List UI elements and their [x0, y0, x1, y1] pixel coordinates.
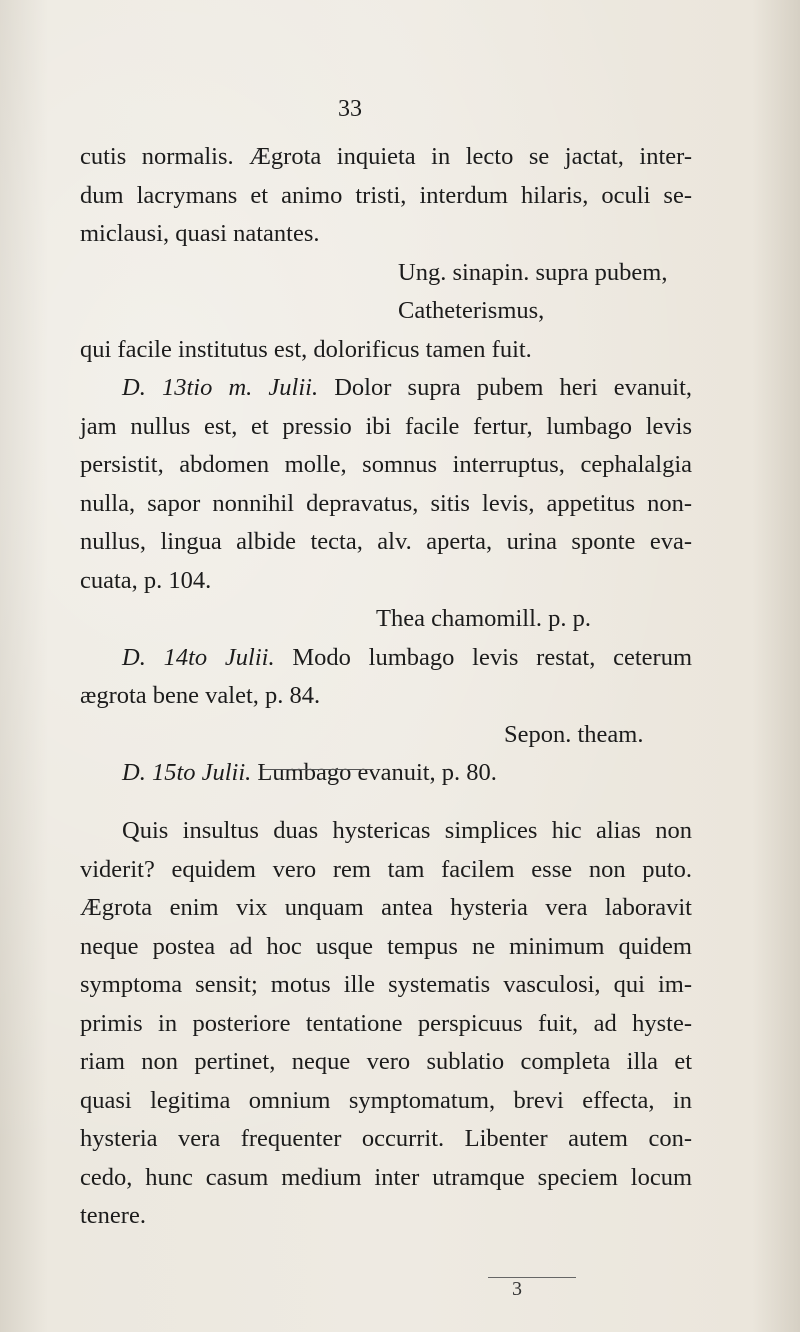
dated-entry: [80, 754, 692, 793]
text-line: nullus, lingua albide tecta, alv. aperta, urina sponte eva-: [80, 528, 692, 555]
text-line: viderit? equidem vero rem tam facilem esse non puto.: [80, 855, 692, 883]
text-line: ægrota bene valet, p. 84.: [80, 682, 321, 709]
entry-text: Dolor supra pubem heri evanuit,: [334, 374, 693, 401]
prescription-line: Catheterismus,: [398, 297, 545, 324]
text-line: Ægrota enim vix unquam antea hysteria vera laboravit: [80, 894, 692, 921]
prescription-line: Sepon. theam.: [504, 720, 644, 748]
text-line: primis in posteriore tentatione perspicuus fuit, ad hyste-: [80, 1009, 692, 1037]
text-line: nulla, sapor nonnihil depravatus, sitis levis, appetitus non-: [80, 489, 692, 517]
text-line: riam non pertinet, neque vero sublatio completa illa et: [80, 1048, 692, 1075]
printer-signature: 3: [512, 1278, 522, 1300]
text-line: qui facile institutus est, dolorificus tamen fuit.: [80, 335, 532, 363]
prescription-line: Thea chamomill. p. p.: [376, 605, 591, 632]
commentary-paragraph: [80, 812, 692, 1236]
prescription-line: Ung. sinapin. supra pubem,: [398, 258, 668, 286]
text-line: persistit, abdomen molle, somnus interruptus, cephalalgia: [80, 451, 692, 478]
text-line: cedo, hunc casum medium inter utramque speciem locum: [80, 1163, 692, 1191]
entry-date: D. 13tio m. Julii.: [122, 374, 319, 401]
text-line: miclausi, quasi natantes.: [80, 220, 320, 247]
entry-date: D. 15to Julii.: [122, 759, 252, 786]
text-line: cuata, p. 104.: [80, 566, 212, 594]
text-line: cutis normalis. Ægrota inquieta in lecto se jactat, inter-: [80, 143, 692, 170]
dated-entry: [80, 369, 692, 408]
section-separator: [262, 769, 372, 770]
dated-entry: [80, 639, 692, 678]
text-line: dum lacrymans et animo tristi, interdum hilaris, oculi se-: [80, 181, 692, 209]
case-notes: [80, 138, 692, 793]
entry-text: Modo lumbago levis restat, ceterum: [292, 643, 693, 671]
text-line: tenere.: [80, 1202, 146, 1229]
text-line: hysteria vera frequenter occurrit. Libenter autem con-: [80, 1125, 692, 1152]
signature-rule: [488, 1277, 576, 1278]
page-number: 33: [338, 96, 362, 122]
text-line: symptoma sensit; motus ille systematis vasculosi, qui im-: [80, 971, 692, 998]
entry-date: D. 14to Julii.: [122, 643, 275, 671]
text-line: jam nullus est, et pressio ibi facile fertur, lumbago levis: [80, 412, 692, 440]
text-line: neque postea ad hoc usque tempus ne minimum quidem: [80, 932, 692, 960]
entry-text: Lumbago evanuit, p. 80.: [257, 759, 497, 786]
text-line: Quis insultus duas hystericas simplices hic alias non: [122, 817, 692, 844]
text-line: quasi legitima omnium symptomatum, brevi effecta, in: [80, 1086, 692, 1114]
